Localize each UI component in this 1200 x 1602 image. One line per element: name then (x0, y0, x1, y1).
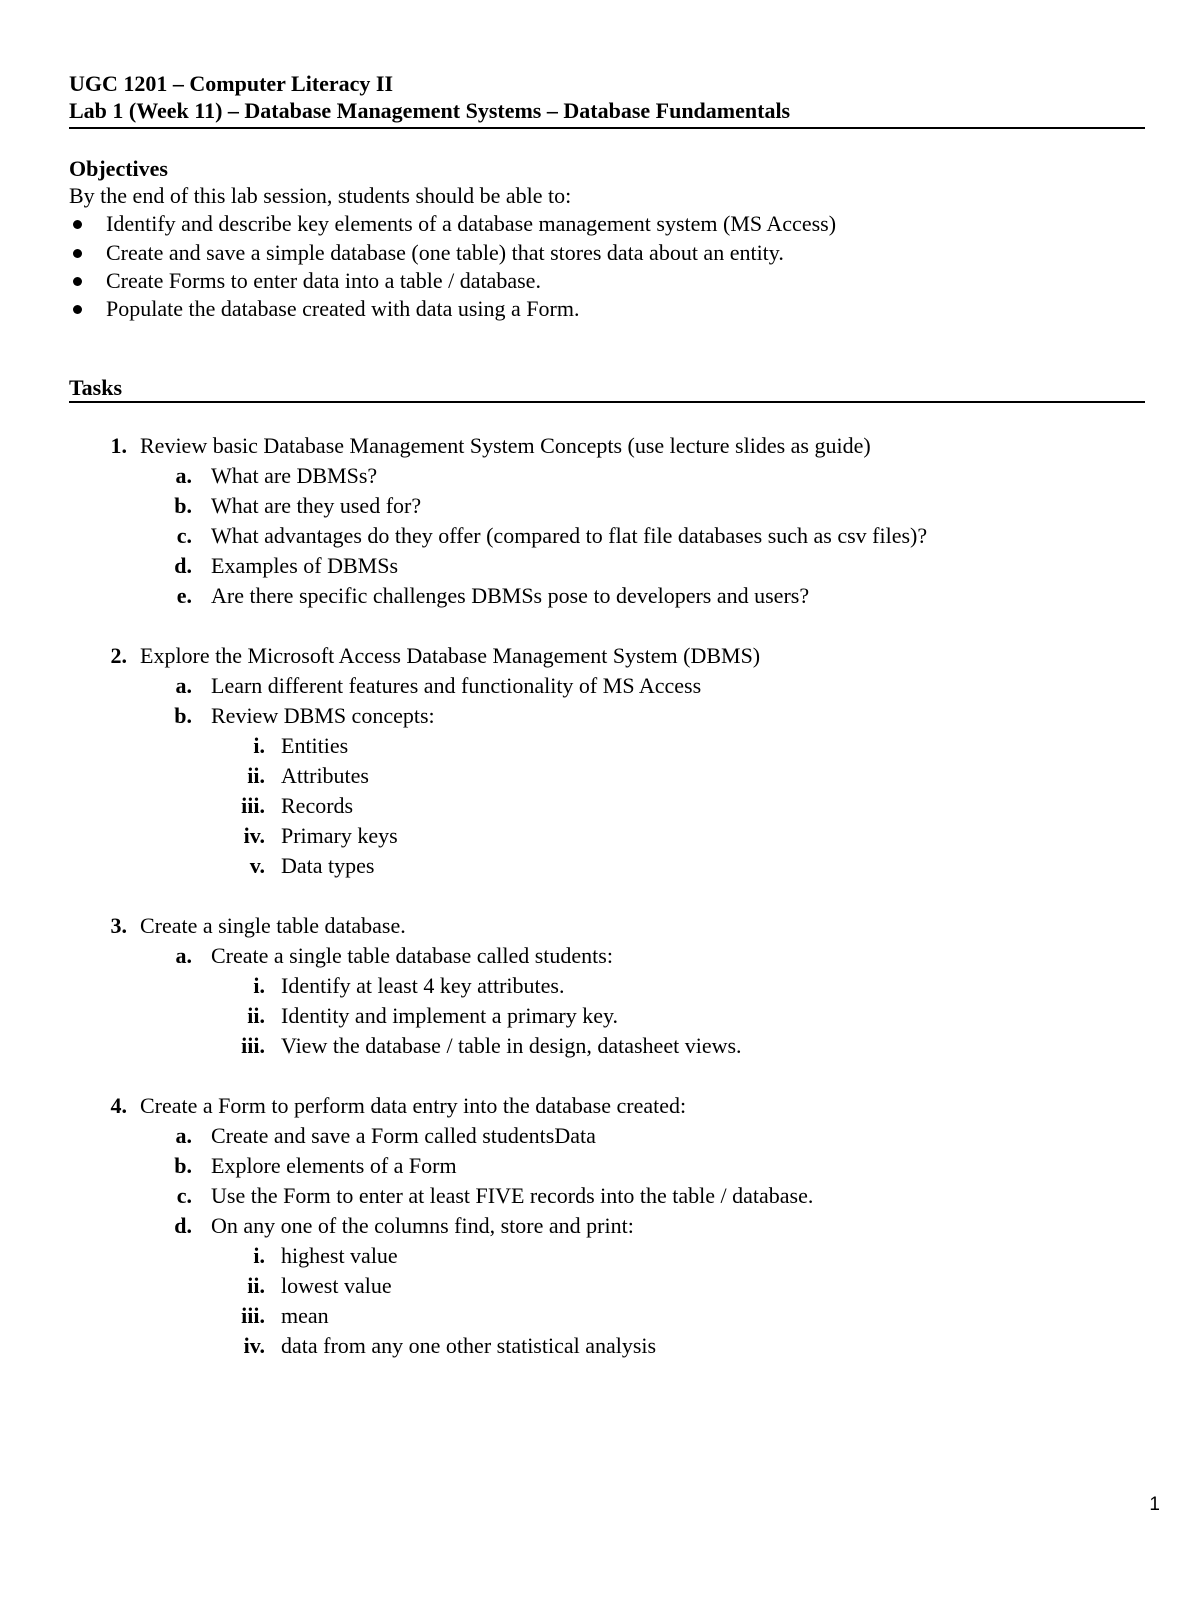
sub-text: Create a single table database called students: (211, 943, 613, 968)
sub-text: What are they used for? (211, 493, 422, 518)
task-text: Create a Form to perform data entry into the database created: (140, 1093, 687, 1118)
task-number: 2. (110, 643, 127, 668)
sub-marker: b. (174, 703, 192, 728)
subsub-text: Identity and implement a primary key. (281, 1003, 619, 1028)
lab-title: Lab 1 (Week 11) – Database Management Systems – Database Fundamentals (69, 98, 791, 123)
subsub-marker: iii. (241, 793, 265, 818)
sub-marker: c. (176, 523, 192, 548)
sub-marker: a. (175, 1123, 192, 1148)
course-title: UGC 1201 – Computer Literacy II (69, 71, 394, 96)
document-page: UGC 1201 – Computer Literacy II Lab 1 (Week 11) – Database Management Systems – Database Fundamentals Objectives By the end of this lab session, students should be able to: Identify and describe key elements of a database management system (MS Access) Create and save a simple database (one table) that stores data about an entity. Create Forms to enter data into a table / database. Populate the database created with data using a Form. Tasks 1. Review basic Database Management System Concepts (use lecture slides as guide) a. What are DBMSs? b. What are they used for? c. What advantages do they offer (compared to flat file databases such as csv files)? d. Examples of DBMSs e. Are there specific challenges DBMSs pose to developers and users? 2. Explore the Microsoft Access Database Management System (DBMS) a. Learn different features and functionality of MS Access b. Review DBMS concepts: i. Entities ii. Attributes iii. Records iv. Primary keys v. Data types 3. Create a single table database. a. Create a single table database called students: i. Identify at least 4 key attributes. ii. Identity and implement a primary key. iii. View the database / table in design, datasheet views. 4. Create a Form to perform data entry into the database created: a. Create and save a Form called studentsData b. Explore elements of a Form c. Use the Form to enter at least FIVE records into the table / database. d. On any one of the columns find, store and print: i. highest value ii. lowest value iii. mean iv. data from any one other statistical analysis 1 (69, 71, 1160, 1515)
sub-marker: e. (176, 583, 192, 608)
bullet-icon (73, 220, 82, 229)
sub-marker: b. (174, 493, 192, 518)
sub-text: Create and save a Form called studentsData (211, 1123, 596, 1148)
sub-marker: a. (175, 463, 192, 488)
sub-text: Examples of DBMSs (211, 553, 398, 578)
subsub-text: Primary keys (281, 823, 398, 848)
subsub-marker: iv. (243, 823, 265, 848)
subsub-marker: iv. (243, 1333, 265, 1358)
bullet-icon (73, 305, 82, 314)
page-number: 1 (1149, 1494, 1160, 1515)
sub-text: Explore elements of a Form (211, 1153, 457, 1178)
sub-text: What advantages do they offer (compared to flat file databases such as csv files)? (211, 523, 928, 548)
task-text: Explore the Microsoft Access Database Management System (DBMS) (140, 643, 761, 668)
sub-marker: a. (175, 673, 192, 698)
subsub-marker: i. (253, 1243, 265, 1268)
subsub-text: Data types (281, 853, 375, 878)
objectives-intro: By the end of this lab session, students should be able to: (69, 183, 572, 208)
subsub-text: Records (281, 793, 354, 818)
sub-text: Learn different features and functionality of MS Access (211, 673, 702, 698)
subsub-text: lowest value (281, 1273, 392, 1298)
subsub-text: data from any one other statistical analysis (281, 1333, 657, 1358)
sub-marker: d. (174, 553, 192, 578)
bullet-icon (73, 277, 82, 286)
sub-text: On any one of the columns find, store and print: (211, 1213, 634, 1238)
tasks-rule (69, 401, 1145, 403)
task-text: Review basic Database Management System Concepts (use lecture slides as guide) (140, 433, 871, 458)
subsub-marker: ii. (247, 763, 265, 788)
header-rule (69, 127, 1145, 129)
task-number: 3. (110, 913, 127, 938)
subsub-text: Attributes (281, 763, 369, 788)
objectives-heading: Objectives (69, 156, 168, 181)
subsub-marker: i. (253, 973, 265, 998)
sub-text: Are there specific challenges DBMSs pose to developers and users? (211, 583, 810, 608)
sub-marker: d. (174, 1213, 192, 1238)
subsub-marker: iii. (241, 1303, 265, 1328)
subsub-marker: ii. (247, 1003, 265, 1028)
sub-marker: a. (175, 943, 192, 968)
subsub-marker: i. (253, 733, 265, 758)
sub-text: What are DBMSs? (211, 463, 378, 488)
subsub-text: highest value (281, 1243, 398, 1268)
sub-text: Review DBMS concepts: (211, 703, 435, 728)
subsub-marker: iii. (241, 1033, 265, 1058)
subsub-text: View the database / table in design, datasheet views. (281, 1033, 742, 1058)
sub-text: Use the Form to enter at least FIVE records into the table / database. (211, 1183, 814, 1208)
subsub-text: Identify at least 4 key attributes. (281, 973, 565, 998)
sub-marker: c. (176, 1183, 192, 1208)
sub-marker: b. (174, 1153, 192, 1178)
tasks-heading: Tasks (69, 375, 123, 400)
task-number: 4. (110, 1093, 127, 1118)
task-text: Create a single table database. (140, 913, 406, 938)
subsub-marker: ii. (247, 1273, 265, 1298)
subsub-marker: v. (249, 853, 265, 878)
bullet-icon (73, 249, 82, 258)
subsub-text: mean (281, 1303, 329, 1328)
task-number: 1. (110, 433, 127, 458)
subsub-text: Entities (281, 733, 349, 758)
